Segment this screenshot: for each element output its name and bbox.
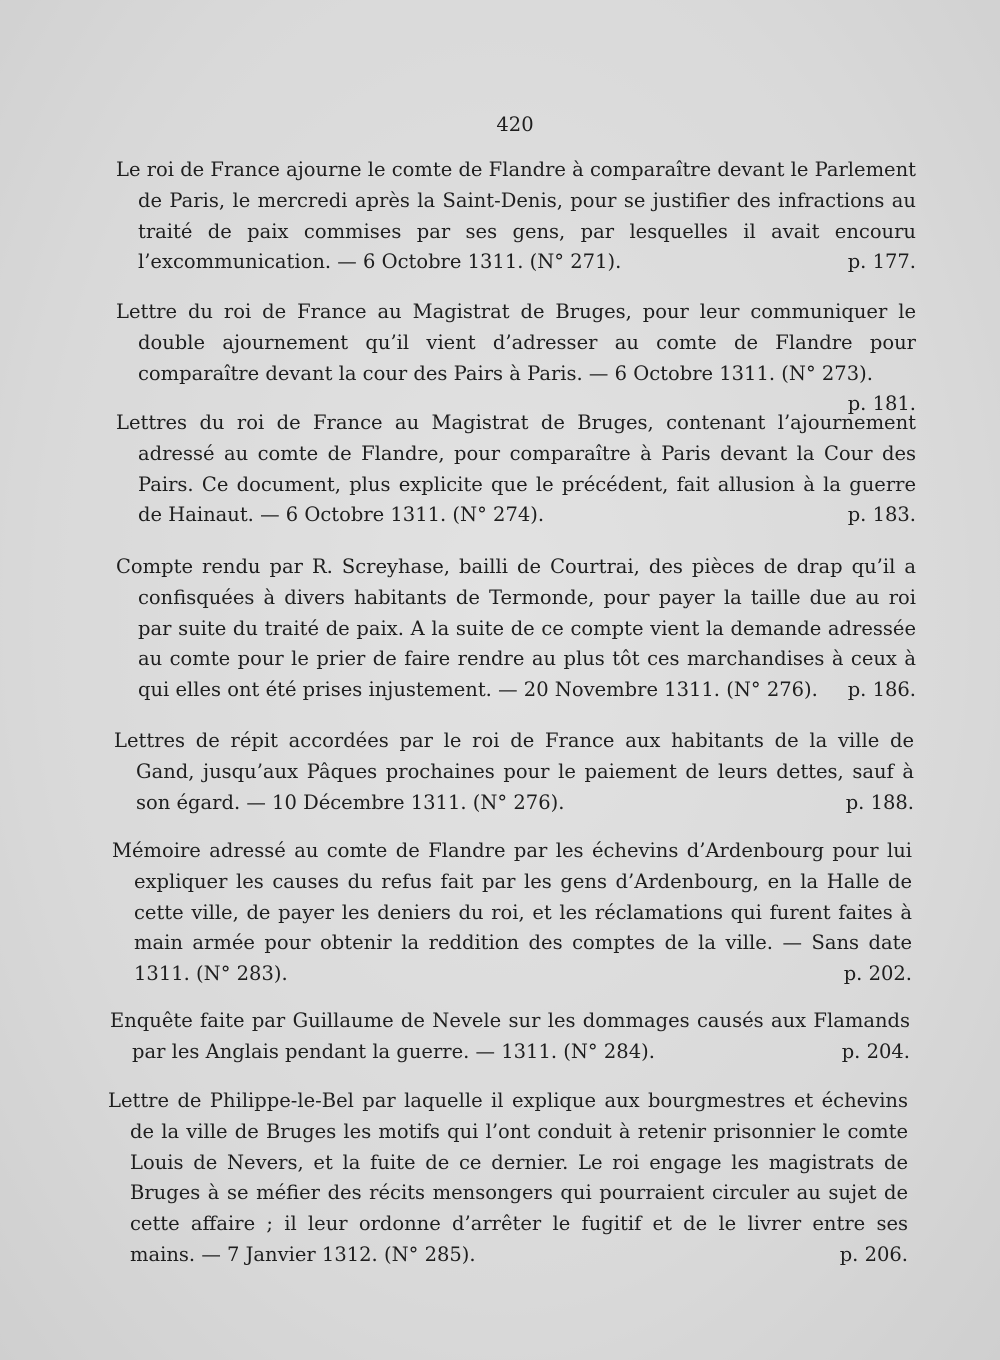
entry-page-ref: p. 186. [847, 678, 916, 702]
entry-6 [112, 836, 912, 990]
entry-5 [114, 726, 914, 818]
entry-text: Le roi de France ajourne le comte de Flandre à comparaître devant le Parlement de Paris, le mercredi après la Saint-Denis, pour se justifier des infractions au traité de paix commises par ses gens, par lesquelles il avait encouru l’excommunication. — 6 Octobre 1311. (N° 271). [116, 158, 916, 274]
entry-1 [116, 155, 916, 278]
entry-3 [116, 408, 916, 531]
entry-7 [110, 1006, 910, 1068]
entry-text: Lettres de répit accordées par le roi de France aux habitants de la ville de Gand, jusqu’aux Pâques prochaines pour le paiement de leurs dettes, sauf à son égard. — 10 Décembre 1311. (N° 276). [114, 729, 914, 814]
entry-4 [116, 552, 916, 706]
entry-text: Compte rendu par R. Screyhase, bailli de Courtrai, des pièces de drap qu’il a confisquées à divers habitants de Termonde, pour payer la taille due au roi par suite du traité de paix. A la suite de ce compte vient la demande adressée au comte pour le prier de faire rendre au plus tôt ces marchandises à ceux à qui elles ont été prises injustement. — 20 Novembre 1311. (N° 276). [116, 555, 916, 702]
entry-page-ref: p. 183. [847, 503, 916, 527]
entry-page-ref: p. 202. [843, 962, 912, 986]
entry-8 [108, 1086, 908, 1271]
entry-page-ref: p. 177. [847, 250, 916, 274]
entry-text: Mémoire adressé au comte de Flandre par les échevins d’Ardenbourg pour lui expliquer les causes du refus fait par les gens d’Ardenbourg, en la Halle de cette ville, de payer les deniers du roi, et les réclamations qui furent faites à main armée pour obtenir la reddition des comptes de la ville. — Sans date 1311. (N° 283). [112, 839, 912, 986]
entry-text: Lettre de Philippe-le-Bel par laquelle il explique aux bourgmestres et échevins de la ville de Bruges les motifs qui l’ont conduit à retenir prisonnier le comte Louis de Nevers, et la fuite de ce dernier. Le roi engage les magistrats de Bruges à se méfier des récits mensongers qui pourraient circuler au sujet de cette affaire ; il leur ordonne d’arrêter le fugitif et de le livrer entre ses mains. — 7 Janvier 1312. (N° 285). [108, 1089, 908, 1266]
entry-2 [116, 297, 916, 420]
entry-page-ref: p. 206. [839, 1242, 908, 1266]
entry-page-ref: p. 204. [841, 1039, 910, 1063]
entry-page-ref: p. 188. [845, 790, 914, 814]
entry-text: Lettres du roi de France au Magistrat de Bruges, contenant l’ajournement adressé au comte de Flandre, pour comparaître à Paris devant la Cour des Pairs. Ce document, plus explicite que le précédent, fait allusion à la guerre de Hainaut. — 6 Octobre 1311. (N° 274). [116, 411, 916, 527]
entry-text: Enquête faite par Guillaume de Nevele sur les dommages causés aux Flamands par les Anglais pendant la guerre. — 1311. (N° 284). [110, 1009, 910, 1063]
entry-text: Lettre du roi de France au Magistrat de Bruges, pour leur communiquer le double ajournement qu’il vient d’adresser au comte de Flandre pour comparaître devant la cour des Pairs à Paris. — 6 Octobre 1311. (N° 273). [116, 300, 916, 385]
page-number: 420 [496, 113, 534, 136]
entry-page-ref: p. 181. [847, 392, 916, 416]
